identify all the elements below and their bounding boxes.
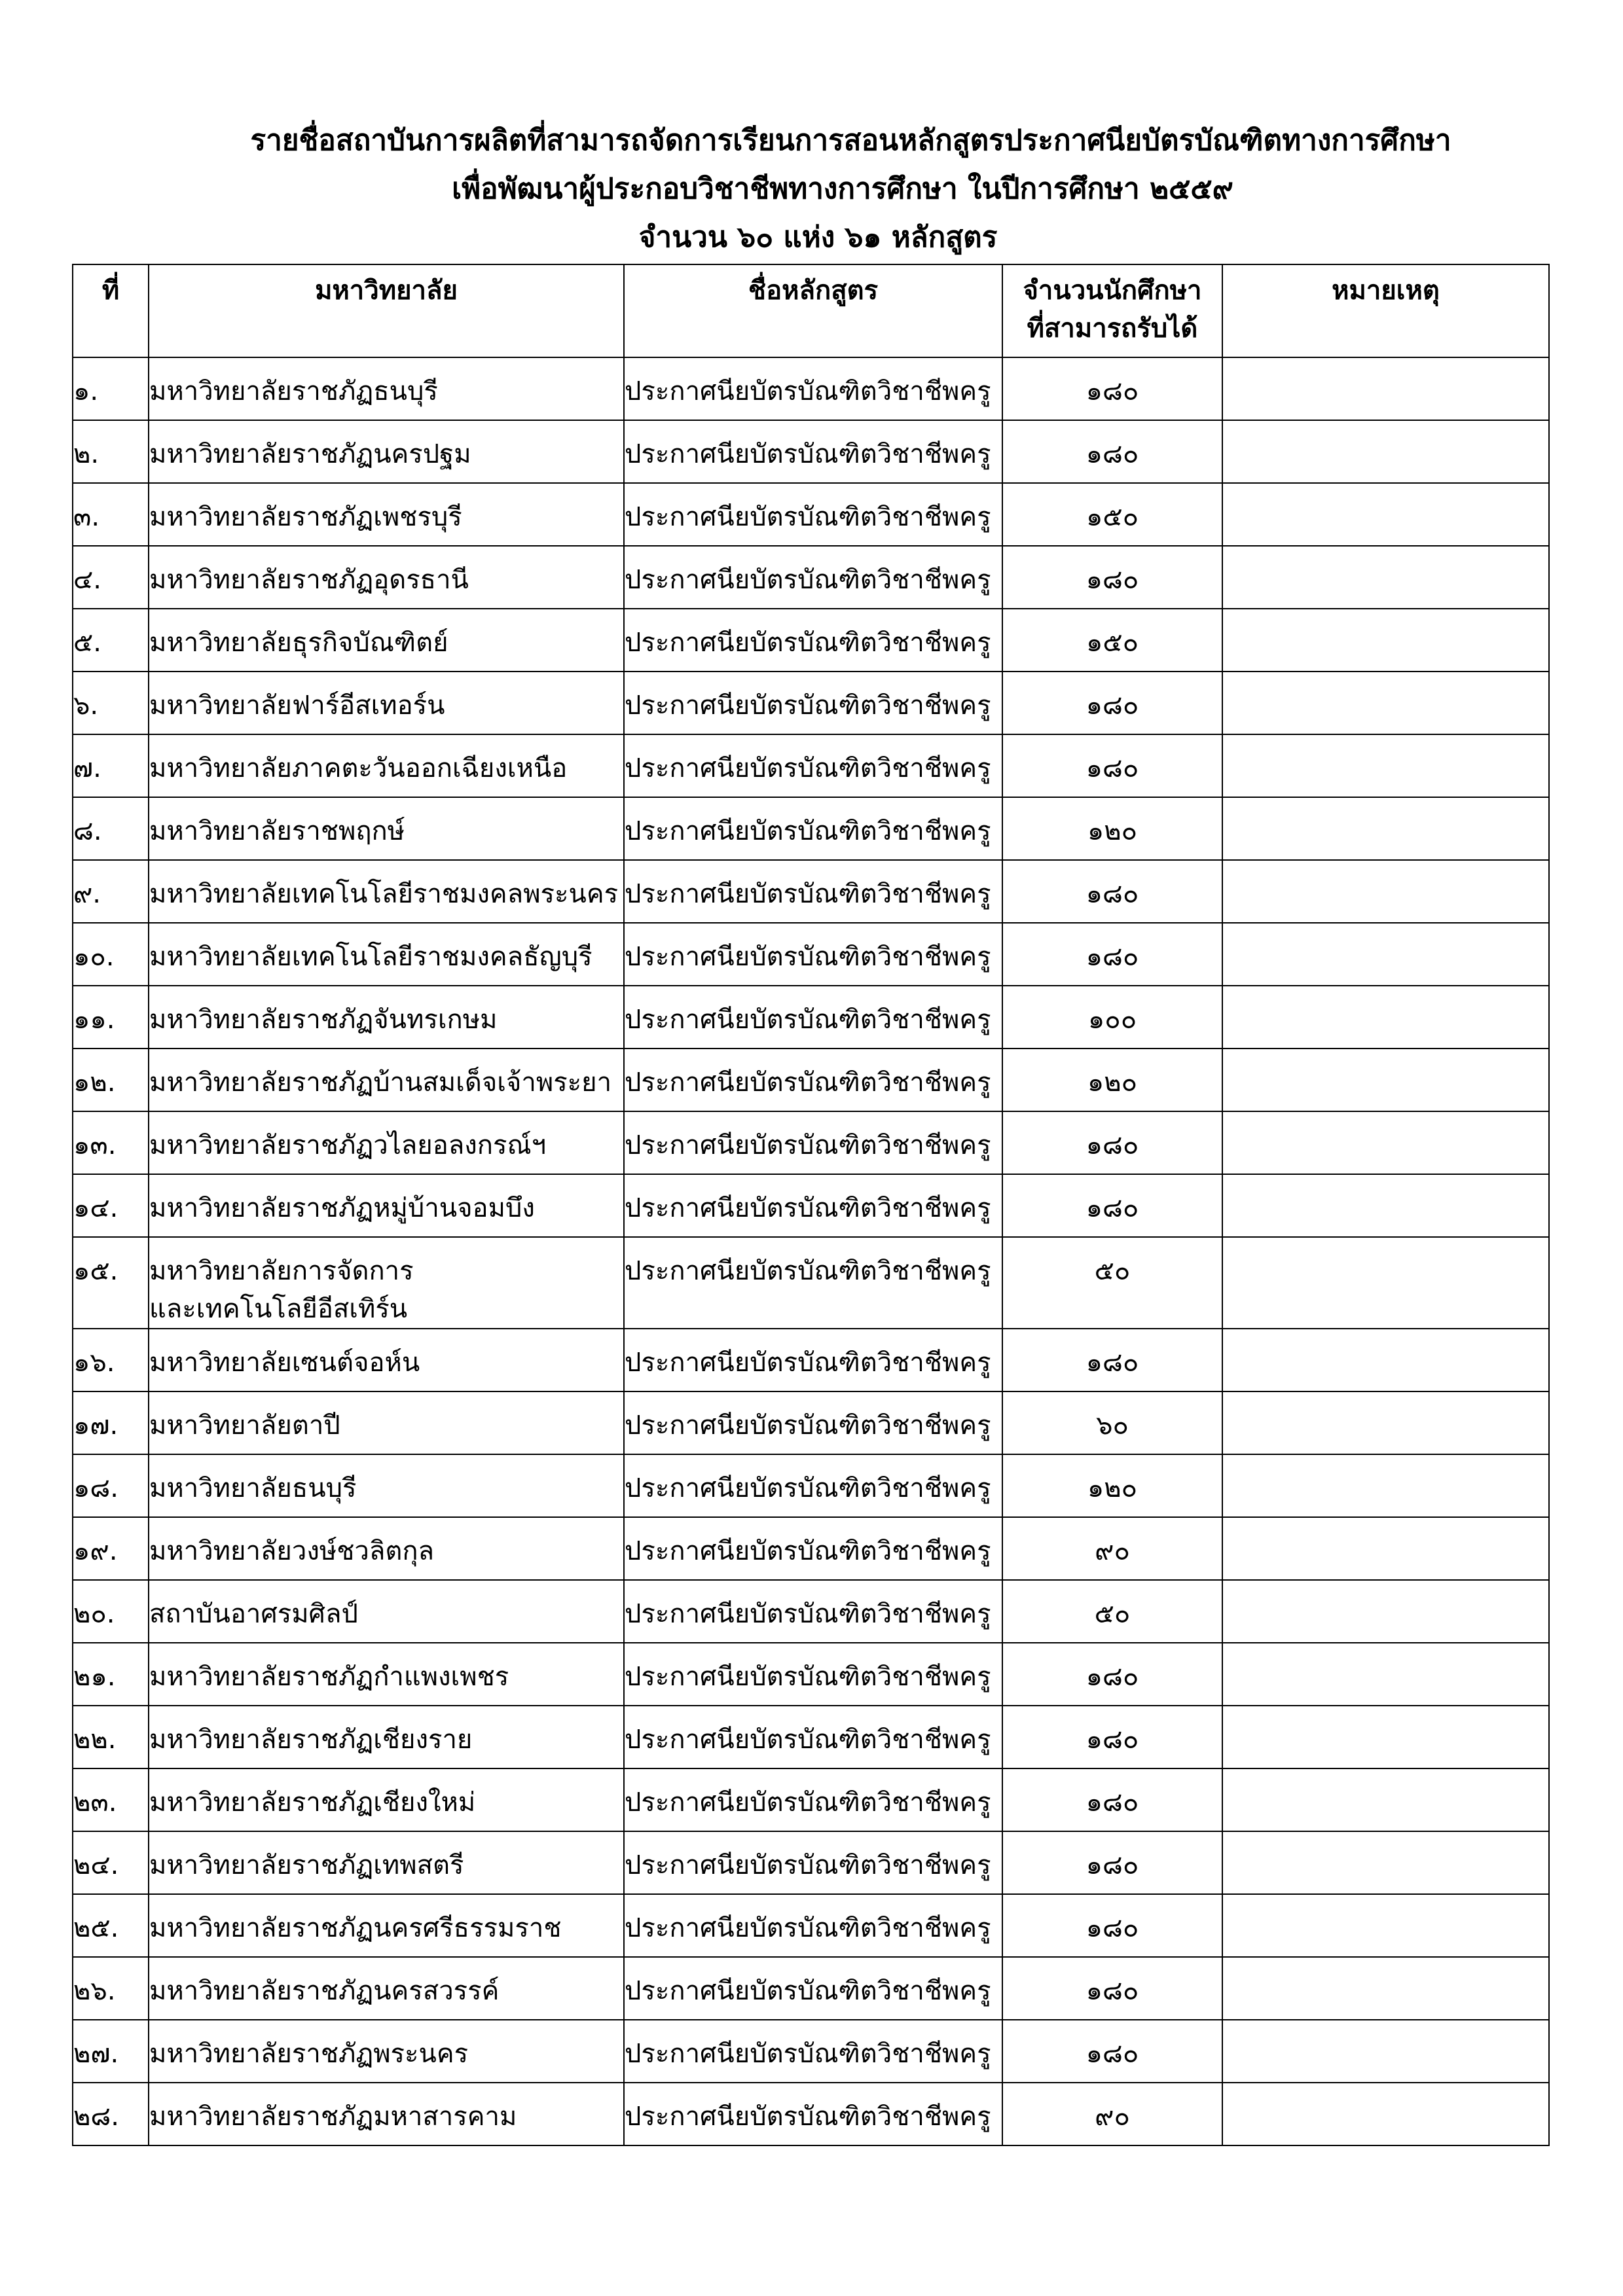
header-no: ที่	[73, 264, 149, 357]
student-capacity: ๑๘๐	[1002, 672, 1222, 734]
remark-cell	[1222, 2083, 1549, 2145]
table-row	[73, 1768, 1549, 1831]
university-name-line: มหาวิทยาลัยธุรกิจบัณฑิตย์	[149, 628, 448, 658]
remark-cell	[1222, 1049, 1549, 1111]
row-number: ๑๖.	[73, 1329, 149, 1391]
program-name: ประกาศนียบัตรบัณฑิตวิชาชีพครู	[624, 1706, 1002, 1768]
program-name: ประกาศนียบัตรบัณฑิตวิชาชีพครู	[624, 986, 1002, 1049]
program-name: ประกาศนียบัตรบัณฑิตวิชาชีพครู	[624, 797, 1002, 860]
student-capacity: ๑๐๐	[1002, 986, 1222, 1049]
row-number: ๑๔.	[73, 1174, 149, 1237]
university-name	[149, 2020, 624, 2083]
remark-cell	[1222, 2020, 1549, 2083]
program-name: ประกาศนียบัตรบัณฑิตวิชาชีพครู	[624, 483, 1002, 546]
program-name: ประกาศนียบัตรบัณฑิตวิชาชีพครู	[624, 1894, 1002, 1957]
student-capacity: ๕๐	[1002, 1237, 1222, 1329]
remark-cell	[1222, 734, 1549, 797]
table-row	[73, 1049, 1549, 1111]
university-name	[149, 986, 624, 1049]
student-capacity: ๑๘๐	[1002, 923, 1222, 986]
student-capacity: ๑๘๐	[1002, 420, 1222, 483]
header-program: ชื่อหลักสูตร	[624, 264, 1002, 357]
table-row	[73, 1517, 1549, 1580]
university-name	[149, 1643, 624, 1706]
row-number: ๒๓.	[73, 1768, 149, 1831]
row-number: ๒๐.	[73, 1580, 149, 1643]
student-capacity: ๑๒๐	[1002, 1454, 1222, 1517]
student-capacity: ๑๘๐	[1002, 1957, 1222, 2020]
university-name	[149, 483, 624, 546]
row-number: ๑๙.	[73, 1517, 149, 1580]
university-name-line: มหาวิทยาลัยราชภัฏธนบุรี	[149, 376, 438, 406]
university-name	[149, 546, 624, 609]
student-capacity: ๑๘๐	[1002, 1174, 1222, 1237]
row-number: ๒๗.	[73, 2020, 149, 2083]
university-name	[149, 1454, 624, 1517]
table-row	[73, 1894, 1549, 1957]
table-row	[73, 1174, 1549, 1237]
university-name	[149, 1391, 624, 1454]
remark-cell	[1222, 1329, 1549, 1391]
university-name	[149, 1957, 624, 2020]
program-name: ประกาศนียบัตรบัณฑิตวิชาชีพครู	[624, 1957, 1002, 2020]
university-name	[149, 357, 624, 420]
university-name	[149, 1768, 624, 1831]
student-capacity: ๑๘๐	[1002, 1831, 1222, 1894]
table-row	[73, 357, 1549, 420]
program-name: ประกาศนียบัตรบัณฑิตวิชาชีพครู	[624, 546, 1002, 609]
row-number: ๘.	[73, 797, 149, 860]
remark-cell	[1222, 483, 1549, 546]
university-name	[149, 860, 624, 923]
student-capacity: ๑๘๐	[1002, 1111, 1222, 1174]
table-row	[73, 1454, 1549, 1517]
university-name	[149, 797, 624, 860]
university-name-line: มหาวิทยาลัยราชภัฏจันทรเกษม	[149, 1005, 498, 1035]
program-name: ประกาศนียบัตรบัณฑิตวิชาชีพครู	[624, 1643, 1002, 1706]
remark-cell	[1222, 1831, 1549, 1894]
remark-cell	[1222, 1643, 1549, 1706]
student-capacity: ๑๕๐	[1002, 483, 1222, 546]
program-name: ประกาศนียบัตรบัณฑิตวิชาชีพครู	[624, 923, 1002, 986]
table-row	[73, 672, 1549, 734]
university-name-line: มหาวิทยาลัยราชภัฏนครปฐม	[149, 439, 471, 469]
university-name-line: มหาวิทยาลัยวงษ์ชวลิตกุล	[149, 1536, 435, 1566]
program-name: ประกาศนียบัตรบัณฑิตวิชาชีพครู	[624, 2083, 1002, 2145]
university-name-line: สถาบันอาศรมศิลป์	[149, 1599, 358, 1629]
row-number: ๒๑.	[73, 1643, 149, 1706]
university-name	[149, 1111, 624, 1174]
student-capacity: ๑๘๐	[1002, 860, 1222, 923]
row-number: ๙.	[73, 860, 149, 923]
university-name-line: มหาวิทยาลัยราชภัฏกำแพงเพชร	[149, 1662, 509, 1692]
university-name	[149, 1237, 624, 1329]
row-number: ๑.	[73, 357, 149, 420]
student-capacity: ๕๐	[1002, 1580, 1222, 1643]
student-capacity: ๑๒๐	[1002, 1049, 1222, 1111]
table-row	[73, 986, 1549, 1049]
table-row	[73, 1831, 1549, 1894]
program-name: ประกาศนียบัตรบัณฑิตวิชาชีพครู	[624, 1768, 1002, 1831]
table-row	[73, 734, 1549, 797]
student-capacity: ๙๐	[1002, 2083, 1222, 2145]
student-capacity: ๑๘๐	[1002, 1643, 1222, 1706]
program-name: ประกาศนียบัตรบัณฑิตวิชาชีพครู	[624, 1237, 1002, 1329]
row-number: ๒๘.	[73, 2083, 149, 2145]
university-name	[149, 1329, 624, 1391]
remark-cell	[1222, 797, 1549, 860]
university-name	[149, 923, 624, 986]
remark-cell	[1222, 986, 1549, 1049]
header-capacity-line-2: ที่สามารถรับได้	[1027, 314, 1198, 344]
table-row	[73, 546, 1549, 609]
program-name: ประกาศนียบัตรบัณฑิตวิชาชีพครู	[624, 734, 1002, 797]
university-name-line: มหาวิทยาลัยราชภัฏนครสวรรค์	[149, 1976, 500, 2006]
remark-cell	[1222, 672, 1549, 734]
row-number: ๓.	[73, 483, 149, 546]
remark-cell	[1222, 1454, 1549, 1517]
student-capacity: ๑๘๐	[1002, 546, 1222, 609]
university-name	[149, 1831, 624, 1894]
title-line-1: รายชื่อสถาบันการผลิตที่สามารถจัดการเรียนการสอนหลักสูตรประกาศนียบัตรบัณฑิตทางการศึกษา	[250, 124, 1451, 157]
university-name-line: มหาวิทยาลัยราชภัฏเทพสตรี	[149, 1850, 464, 1880]
university-name	[149, 420, 624, 483]
row-number: ๑๒.	[73, 1049, 149, 1111]
remark-cell	[1222, 1111, 1549, 1174]
remark-cell	[1222, 860, 1549, 923]
university-name-line: มหาวิทยาลัยภาคตะวันออกเฉียงเหนือ	[149, 753, 568, 783]
university-name	[149, 1049, 624, 1111]
row-number: ๒๔.	[73, 1831, 149, 1894]
university-name	[149, 1174, 624, 1237]
table-row	[73, 1957, 1549, 2020]
remark-cell	[1222, 1237, 1549, 1329]
row-number: ๑๕.	[73, 1237, 149, 1329]
program-name: ประกาศนียบัตรบัณฑิตวิชาชีพครู	[624, 860, 1002, 923]
university-name	[149, 2083, 624, 2145]
table-row	[73, 1111, 1549, 1174]
program-name: ประกาศนียบัตรบัณฑิตวิชาชีพครู	[624, 1517, 1002, 1580]
student-capacity: ๑๘๐	[1002, 357, 1222, 420]
remark-cell	[1222, 1706, 1549, 1768]
table-row	[73, 1391, 1549, 1454]
university-name	[149, 1580, 624, 1643]
header-university: มหาวิทยาลัย	[149, 264, 624, 357]
remark-cell	[1222, 420, 1549, 483]
document-title	[0, 117, 1623, 262]
table-row	[73, 923, 1549, 986]
university-name-line: มหาวิทยาลัยเซนต์จอห์น	[149, 1348, 420, 1378]
remark-cell	[1222, 923, 1549, 986]
university-name-line: มหาวิทยาลัยราชภัฏมหาสารคาม	[149, 2102, 517, 2132]
student-capacity: ๑๒๐	[1002, 797, 1222, 860]
university-name-line: มหาวิทยาลัยธนบุรี	[149, 1473, 357, 1503]
student-capacity: ๑๘๐	[1002, 1329, 1222, 1391]
program-name: ประกาศนียบัตรบัณฑิตวิชาชีพครู	[624, 609, 1002, 672]
university-name-line: มหาวิทยาลัยการจัดการ	[149, 1256, 414, 1286]
program-name: ประกาศนียบัตรบัณฑิตวิชาชีพครู	[624, 1580, 1002, 1643]
program-name: ประกาศนียบัตรบัณฑิตวิชาชีพครู	[624, 1329, 1002, 1391]
student-capacity: ๙๐	[1002, 1517, 1222, 1580]
student-capacity: ๑๕๐	[1002, 609, 1222, 672]
row-number: ๑๗.	[73, 1391, 149, 1454]
student-capacity: ๑๘๐	[1002, 1706, 1222, 1768]
table-row	[73, 609, 1549, 672]
row-number: ๒๕.	[73, 1894, 149, 1957]
table-row	[73, 2083, 1549, 2145]
remark-cell	[1222, 1174, 1549, 1237]
program-name: ประกาศนียบัตรบัณฑิตวิชาชีพครู	[624, 672, 1002, 734]
university-name-line: มหาวิทยาลัยราชภัฏนครศรีธรรมราช	[149, 1913, 562, 1943]
remark-cell	[1222, 609, 1549, 672]
row-number: ๒๒.	[73, 1706, 149, 1768]
table-row	[73, 1706, 1549, 1768]
student-capacity: ๖๐	[1002, 1391, 1222, 1454]
title-line-3: จำนวน ๖๐ แห่ง ๖๑ หลักสูตร	[638, 221, 998, 254]
table-row	[73, 1237, 1549, 1329]
program-name: ประกาศนียบัตรบัณฑิตวิชาชีพครู	[624, 1391, 1002, 1454]
row-number: ๑๑.	[73, 986, 149, 1049]
table-row	[73, 1643, 1549, 1706]
table-header-row	[73, 264, 1549, 357]
title-line-2: เพื่อพัฒนาผู้ประกอบวิชาชีพทางการศึกษา ในปีการศึกษา ๒๕๕๙	[452, 172, 1233, 206]
remark-cell	[1222, 1391, 1549, 1454]
university-name-line: มหาวิทยาลัยราชภัฏบ้านสมเด็จเจ้าพระยา	[149, 1067, 612, 1098]
remark-cell	[1222, 1894, 1549, 1957]
university-name-line: มหาวิทยาลัยเทคโนโลยีราชมงคลพระนคร	[149, 879, 619, 909]
remark-cell	[1222, 1580, 1549, 1643]
university-name	[149, 672, 624, 734]
row-number: ๒.	[73, 420, 149, 483]
table-row	[73, 2020, 1549, 2083]
table-row	[73, 860, 1549, 923]
table-row	[73, 420, 1549, 483]
program-name: ประกาศนียบัตรบัณฑิตวิชาชีพครู	[624, 1831, 1002, 1894]
remark-cell	[1222, 1517, 1549, 1580]
university-name-line-2: และเทคโนโลยีอีสเทิร์น	[149, 1294, 408, 1324]
row-number: ๗.	[73, 734, 149, 797]
university-name	[149, 1894, 624, 1957]
university-name-line: มหาวิทยาลัยฟาร์อีสเทอร์น	[149, 691, 445, 721]
university-name-line: มหาวิทยาลัยราชภัฏพระนคร	[149, 2039, 469, 2069]
remark-cell	[1222, 1768, 1549, 1831]
header-capacity	[1002, 264, 1222, 357]
row-number: ๖.	[73, 672, 149, 734]
program-name: ประกาศนียบัตรบัณฑิตวิชาชีพครู	[624, 357, 1002, 420]
student-capacity: ๑๘๐	[1002, 2020, 1222, 2083]
program-name: ประกาศนียบัตรบัณฑิตวิชาชีพครู	[624, 1049, 1002, 1111]
row-number: ๒๖.	[73, 1957, 149, 2020]
university-name	[149, 609, 624, 672]
remark-cell	[1222, 546, 1549, 609]
header-remark: หมายเหตุ	[1222, 264, 1549, 357]
row-number: ๑๓.	[73, 1111, 149, 1174]
row-number: ๕.	[73, 609, 149, 672]
university-name	[149, 1517, 624, 1580]
row-number: ๑๘.	[73, 1454, 149, 1517]
university-name-line: มหาวิทยาลัยราชภัฏอุดรธานี	[149, 565, 469, 595]
university-name-line: มหาวิทยาลัยราชพฤกษ์	[149, 816, 405, 846]
institutions-table	[72, 264, 1550, 2146]
university-name-line: มหาวิทยาลัยราชภัฏเพชรบุรี	[149, 502, 462, 532]
row-number: ๑๐.	[73, 923, 149, 986]
table-row	[73, 1580, 1549, 1643]
table-row	[73, 797, 1549, 860]
university-name-line: มหาวิทยาลัยราชภัฏหมู่บ้านจอมบึง	[149, 1193, 535, 1223]
university-name-line: มหาวิทยาลัยราชภัฏเชียงใหม่	[149, 1787, 476, 1818]
remark-cell	[1222, 357, 1549, 420]
student-capacity: ๑๘๐	[1002, 1894, 1222, 1957]
university-name	[149, 1706, 624, 1768]
university-name-line: มหาวิทยาลัยราชภัฏเชียงราย	[149, 1725, 473, 1755]
header-capacity-line-1: จำนวนนักศึกษา	[1023, 276, 1202, 306]
university-name	[149, 734, 624, 797]
program-name: ประกาศนียบัตรบัณฑิตวิชาชีพครู	[624, 420, 1002, 483]
university-name-line: มหาวิทยาลัยตาปี	[149, 1410, 340, 1441]
program-name: ประกาศนียบัตรบัณฑิตวิชาชีพครู	[624, 1454, 1002, 1517]
table-row	[73, 1329, 1549, 1391]
university-name-line: มหาวิทยาลัยเทคโนโลยีราชมงคลธัญบุรี	[149, 942, 593, 972]
program-name: ประกาศนียบัตรบัณฑิตวิชาชีพครู	[624, 2020, 1002, 2083]
program-name: ประกาศนียบัตรบัณฑิตวิชาชีพครู	[624, 1111, 1002, 1174]
student-capacity: ๑๘๐	[1002, 734, 1222, 797]
row-number: ๔.	[73, 546, 149, 609]
program-name: ประกาศนียบัตรบัณฑิตวิชาชีพครู	[624, 1174, 1002, 1237]
table-row	[73, 483, 1549, 546]
remark-cell	[1222, 1957, 1549, 2020]
university-name-line: มหาวิทยาลัยราชภัฏวไลยอลงกรณ์ฯ	[149, 1130, 547, 1160]
student-capacity: ๑๘๐	[1002, 1768, 1222, 1831]
